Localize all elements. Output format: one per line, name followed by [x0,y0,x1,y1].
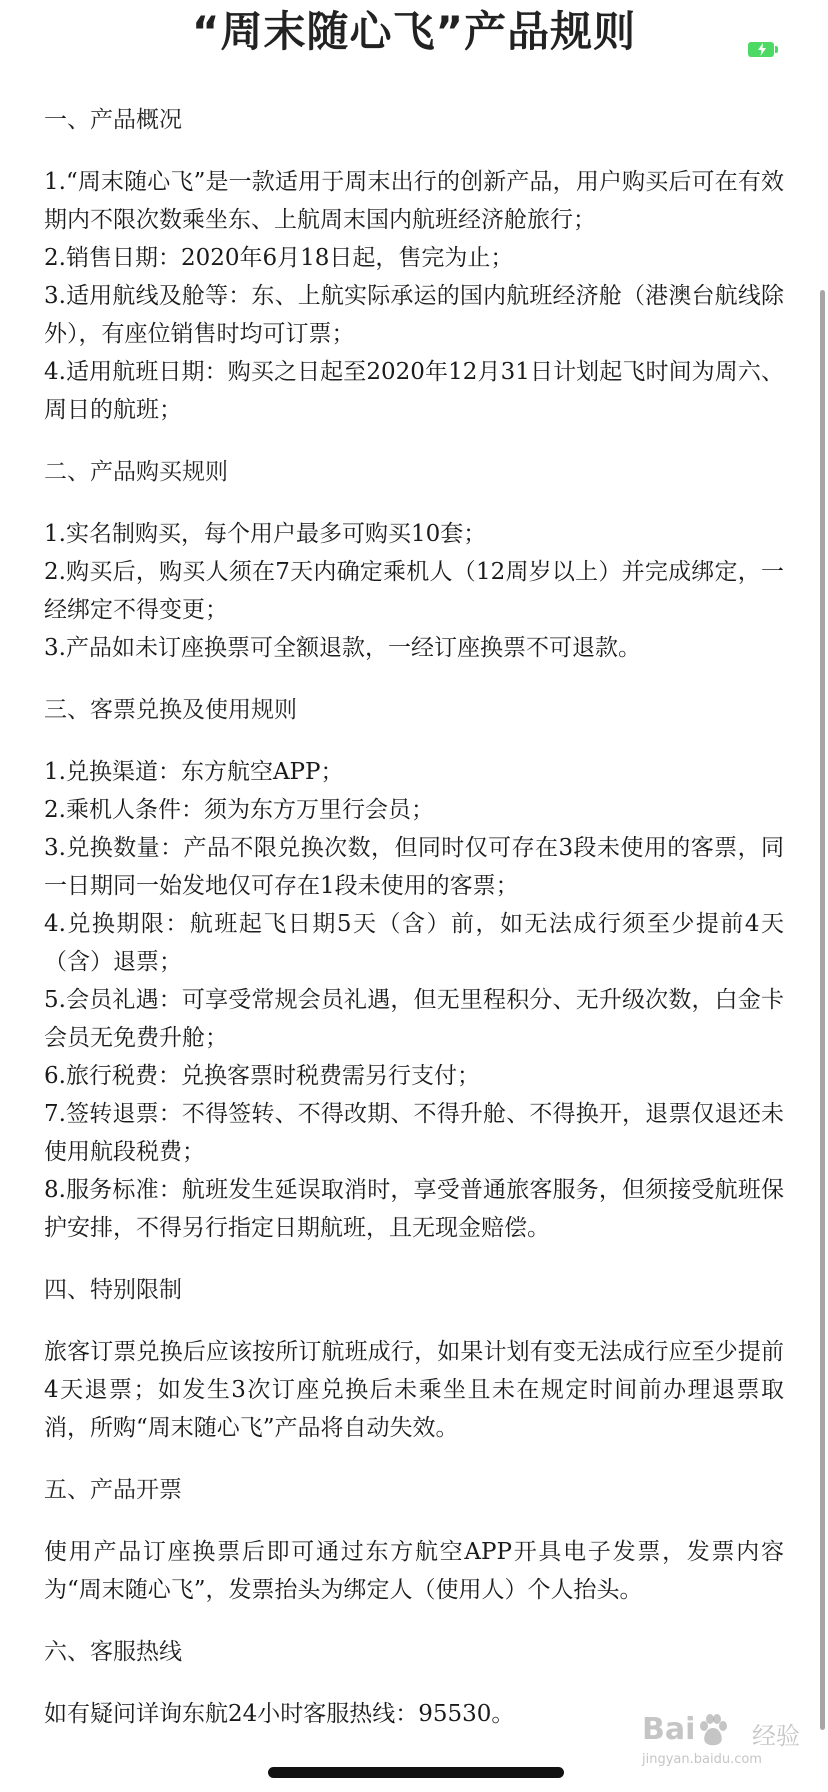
rule-list [44,753,784,1247]
rule-item: 3.兑换数量：产品不限兑换次数，但同时仅可存在3段未使用的客票，同一日期同一始发地仅可存在1段未使用的客票； [44,835,784,899]
scrollbar[interactable] [820,290,825,1730]
section-special-restrictions [44,1271,784,1447]
rule-item: 5.会员礼遇：可享受常规会员礼遇，但无里程积分、无升级次数，白金卡会员无免费升舱； [44,987,784,1051]
page-title: “周末随心飞”产品规则 [191,7,637,56]
section-overview [44,101,784,429]
rule-list [44,515,784,667]
section-purchase-rules [44,453,784,667]
baidu-watermark [642,1712,812,1774]
section-title: 四、特别限制 [44,1277,182,1303]
section-paragraph: 使用产品订座换票后即可通过东方航空APP开具电子发票，发票内容为“周末随心飞”，发票抬头为绑定人（使用人）个人抬头。 [44,1539,784,1603]
section-title: 三、客票兑换及使用规则 [44,697,297,723]
rule-item: 3.适用航线及舱等：东、上航实际承运的国内航班经济舱（港澳台航线除外），有座位销售时均可订票； [44,283,784,347]
battery-charging-icon [748,42,774,57]
rule-item: 4.兑换期限：航班起飞日期5天（含）前，如无法成行须至少提前4天（含）退票； [44,911,784,975]
section-exchange-rules [44,691,784,1247]
rule-item: 1.“周末随心飞”是一款适用于周末出行的创新产品，用户购买后可在有效期内不限次数乘坐东、上航周末国内航班经济舱旅行； [44,169,784,233]
watermark-logo-text: Bai [642,1712,696,1747]
rule-list [44,163,784,429]
watermark-cn-text: 经验 [752,1722,800,1750]
rule-item: 8.服务标准：航班发生延误取消时，享受普通旅客服务，但须接受航班保护安排，不得另行指定日期航班，且无现金赔偿。 [44,1177,784,1241]
section-title: 六、客服热线 [44,1639,182,1665]
section-paragraph: 旅客订票兑换后应该按所订航班成行，如果计划有变无法成行应至少提前4天退票；如发生3次订座兑换后未乘坐且未在规定时间前办理退票取消，所购“周末随心飞”产品将自动失效。 [44,1339,784,1441]
rule-item: 4.适用航班日期：购买之日起至2020年12月31日计划起飞时间为周六、周日的航班； [44,359,784,423]
rule-item: 7.签转退票：不得签转、不得改期、不得升舱、不得换开，退票仅退还未使用航段税费； [44,1101,784,1165]
hotline-text: 如有疑问详询东航24小时客服热线：95530。 [44,1701,515,1727]
section-title: 二、产品购买规则 [44,459,228,485]
rules-content[interactable] [44,101,784,1757]
rule-item: 1.兑换渠道：东方航空APP； [44,759,344,785]
rule-item: 2.购买后，购买人须在7天内确定乘机人（12周岁以上）并完成绑定，一经绑定不得变更； [44,559,784,623]
rule-item: 6.旅行税费：兑换客票时税费需另行支付； [44,1063,480,1089]
rule-item: 1.实名制购买，每个用户最多可购买10套； [44,521,487,547]
bolt-icon [758,43,766,56]
rule-item: 2.销售日期：2020年6月18日起，售完为止； [44,245,514,271]
section-title: 五、产品开票 [44,1477,182,1503]
baidu-paw-icon [696,1714,730,1748]
watermark-url: jingyan.baidu.com [642,1752,762,1767]
rule-item: 3.产品如未订座换票可全额退款，一经订座换票不可退款。 [44,635,641,661]
section-title: 一、产品概况 [44,107,182,133]
section-invoicing [44,1471,784,1609]
home-indicator[interactable] [268,1767,564,1778]
rule-item: 2.乘机人条件：须为东方万里行会员； [44,797,434,823]
